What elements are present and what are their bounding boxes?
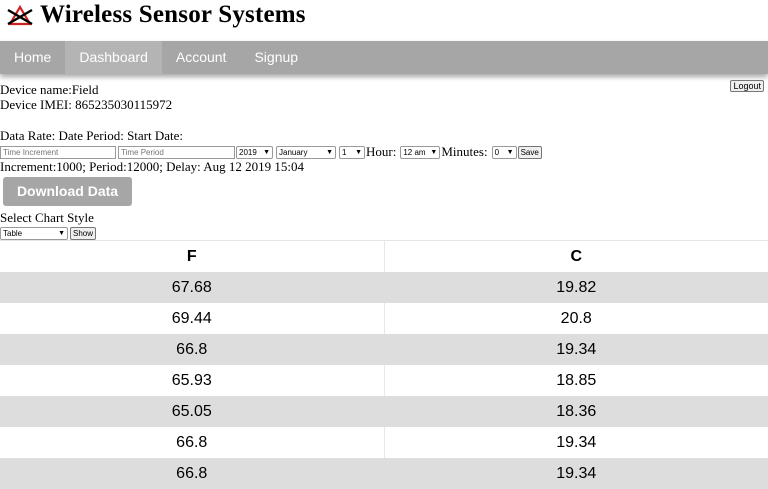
time-increment-input[interactable] [0,146,116,159]
chevron-down-icon: ▼ [430,148,438,156]
nav-home[interactable]: Home [14,49,52,65]
table-cell: 65.05 [0,396,384,427]
table-row [0,272,768,303]
minutes-value: 0 [494,147,500,157]
table-row [0,458,768,489]
nav-account[interactable]: Account [175,49,227,65]
chart-style-controls [0,227,96,240]
table-cell: 66.8 [0,458,384,489]
month-select[interactable] [276,146,336,159]
chevron-down-icon: ▼ [263,148,270,156]
form-labels: Data Rate: Date Period: Start Date: [0,128,184,143]
chevron-down-icon: ▼ [326,148,333,156]
download-data-button[interactable]: Download Data [3,177,132,206]
table-cell: 65.93 [171,371,212,389]
navbar [0,41,768,74]
device-name: Device name:Field [0,82,99,97]
hour-value: 12 am [403,147,426,157]
column-header-c: C [384,241,768,273]
hour-select[interactable] [400,146,440,159]
table-cell: 18.85 [384,365,768,396]
table-cell: 19.34 [384,334,768,365]
brand[interactable] [6,0,306,30]
chevron-down-icon: ▼ [506,148,514,156]
table-cell: 69.44 [171,309,212,327]
chevron-down-icon: ▼ [355,148,362,156]
nav-signup[interactable]: Signup [254,49,299,65]
logout-button[interactable]: Logout [730,80,764,92]
site-title: Wireless Sensor Systems [40,1,306,28]
chart-style-label: Select Chart Style [0,210,94,225]
table-cell: 18.36 [384,396,768,427]
minutes-label: Minutes: [441,144,488,159]
table-cell: 66.8 [176,433,208,451]
time-period-input[interactable] [118,146,235,159]
table-cell: 19.34 [384,427,768,458]
chart-style-select[interactable] [0,227,68,240]
nav-dashboard[interactable]: Dashboard [65,41,162,74]
table-cell: 67.68 [0,272,384,303]
table-row [0,396,768,427]
chart-style-value: Table [3,229,23,238]
table-cell: 19.82 [384,272,768,303]
column-header-f: F [0,241,384,273]
status-line: Increment:1000; Period:12000; Delay: Aug 12 2019 15:04 [0,159,305,174]
table-cell: 19.34 [384,458,768,489]
table-row [0,365,768,396]
table-cell: 20.8 [384,303,768,334]
show-button[interactable]: Show [70,227,96,240]
device-imei: Device IMEI: 865235030115972 [0,97,173,112]
table-row [0,303,768,334]
day-select[interactable] [339,146,365,159]
minutes-select[interactable] [492,146,517,159]
save-button[interactable]: Save [518,146,542,159]
data-table [0,240,768,489]
table-cell: 66.8 [0,334,384,365]
month-value: January [279,147,308,157]
chevron-down-icon: ▼ [58,230,65,237]
hour-label: Hour: [366,144,397,159]
table-header-row [0,241,768,273]
table-row [0,334,768,365]
logo-icon [6,4,34,26]
table-row [0,427,768,458]
day-value: 1 [342,147,347,157]
year-value: 2019 [239,147,257,157]
year-select[interactable] [236,146,273,159]
start-date-controls [0,145,542,159]
